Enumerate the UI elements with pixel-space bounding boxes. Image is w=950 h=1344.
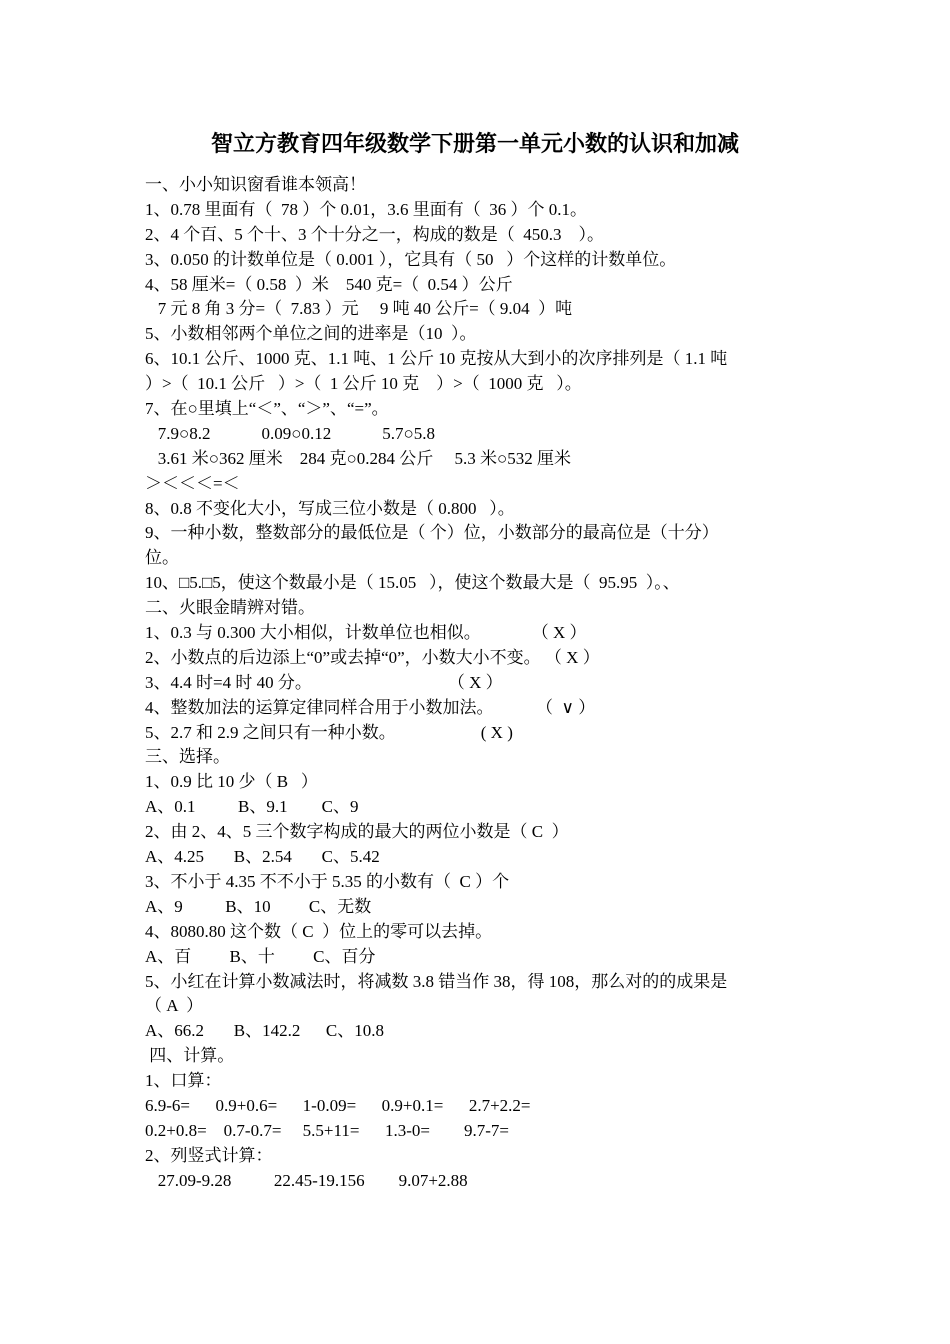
worksheet-line: A、0.1 B、9.1 C、9: [145, 797, 359, 817]
worksheet-line: 5、小数相邻两个单位之间的进率是（10 ）。: [145, 324, 477, 344]
worksheet-line: 6.9-6= 0.9+0.6= 1-0.09= 0.9+0.1= 2.7+2.2=: [145, 1095, 531, 1115]
worksheet-line: 8、0.8 不变化大小，写成三位小数是（ 0.800 ）。: [145, 498, 515, 518]
worksheet-line: 3、0.050 的计数单位是（ 0.001 ），它具有（ 50 ）个这样的计数单位。: [145, 249, 677, 269]
worksheet-line: 4、58 厘米=（ 0.58 ）米 540 克=（ 0.54 ）公斤: [145, 274, 513, 294]
worksheet-line: 0.2+0.8= 0.7-0.7= 5.5+11= 1.3-0= 9.7-7=: [145, 1120, 509, 1140]
page-title: 智立方教育四年级数学下册第一单元小数的认识和加减: [210, 131, 739, 156]
worksheet-line: 三、选择。: [145, 747, 230, 767]
worksheet-line: 位。: [145, 548, 179, 568]
worksheet-line: ＞＜＜＜=＜: [145, 473, 240, 493]
worksheet-line: 3、不小于 4.35 不不小于 5.35 的小数有（ C ）个: [145, 871, 510, 891]
worksheet-line: 3、4.4 时=4 时 40 分。 （ X ）: [145, 672, 503, 692]
worksheet-line: A、66.2 B、142.2 C、10.8: [145, 1021, 384, 1041]
worksheet-line: A、4.25 B、2.54 C、5.42: [145, 847, 380, 867]
worksheet-line: 1、0.9 比 10 少（ B ）: [145, 772, 318, 792]
worksheet-line: 7 元 8 角 3 分=（ 7.83 ）元 9 吨 40 公斤=（ 9.04 ）吨: [145, 299, 573, 319]
worksheet-line: 7、在○里填上“＜”、“＞”、“=”。: [145, 399, 389, 419]
worksheet-line: 5、2.7 和 2.9 之间只有一种小数。 ( X ): [145, 722, 513, 742]
worksheet-line: 6、10.1 公斤、1000 克、1.1 吨、1 公斤 10 克按从大到小的次序排列是（ 1.1 吨: [145, 349, 728, 369]
worksheet-line: 2、小数点的后边添上“0”或去掉“0”，小数大小不变。 （ X ）: [145, 647, 600, 667]
worksheet-line: 7.9○8.2 0.09○0.12 5.7○5.8: [145, 423, 436, 443]
worksheet-line: 四、计算。: [145, 1046, 235, 1066]
worksheet-line: 一、小小知识窗看谁本领高！: [145, 175, 366, 194]
worksheet-line: 3.61 米○362 厘米 284 克○0.284 公斤 5.3 米○532 厘米: [145, 448, 572, 468]
worksheet-line: 4、8080.80 这个数（ C ）位上的零可以去掉。: [145, 921, 493, 941]
worksheet-body: [145, 173, 805, 1194]
worksheet-line: 2、列竖式计算：: [145, 1145, 273, 1165]
worksheet-line: 二、火眼金睛辨对错。: [145, 598, 315, 618]
worksheet-line: 1、0.78 里面有（ 78 ）个 0.01，3.6 里面有（ 36 ）个 0.1。: [145, 199, 587, 219]
worksheet-line: （ A ）: [145, 996, 204, 1016]
worksheet-line: A、9 B、10 C、无数: [145, 896, 372, 916]
worksheet-line: 1、口算：: [145, 1071, 222, 1091]
worksheet-line: 1、0.3 与 0.300 大小相似，计数单位也相似。 （ X ）: [145, 623, 587, 643]
worksheet-line: 2、4 个百、5 个十、3 个十分之一，构成的数是（ 450.3 ）。: [145, 224, 604, 244]
worksheet-line: 27.09-9.28 22.45-19.156 9.07+2.88: [145, 1170, 468, 1190]
worksheet-line: 5、小红在计算小数减法时，将减数 3.8 错当作 38，得 108，那么对的的成果是: [145, 971, 728, 991]
worksheet-line: ）>（ 10.1 公斤 ）>（ 1 公斤 10 克 ）>（ 1000 克 ）。: [145, 374, 582, 394]
worksheet-line: A、百 B、十 C、百分: [145, 946, 376, 966]
worksheet-line: 9、一种小数，整数部分的最低位是（ 个）位，小数部分的最高位是（十分）: [145, 523, 719, 543]
worksheet-line: 10、□5.□5，使这个数最小是（ 15.05 ），使这个数最大是（ 95.95 ）。、: [145, 573, 680, 593]
worksheet-line: 2、由 2、4、5 三个数字构成的最大的两位小数是（ C ）: [145, 822, 569, 842]
worksheet-line: 4、整数加法的运算定律同样合用于小数加法。 （ ∨ ）: [145, 697, 596, 717]
